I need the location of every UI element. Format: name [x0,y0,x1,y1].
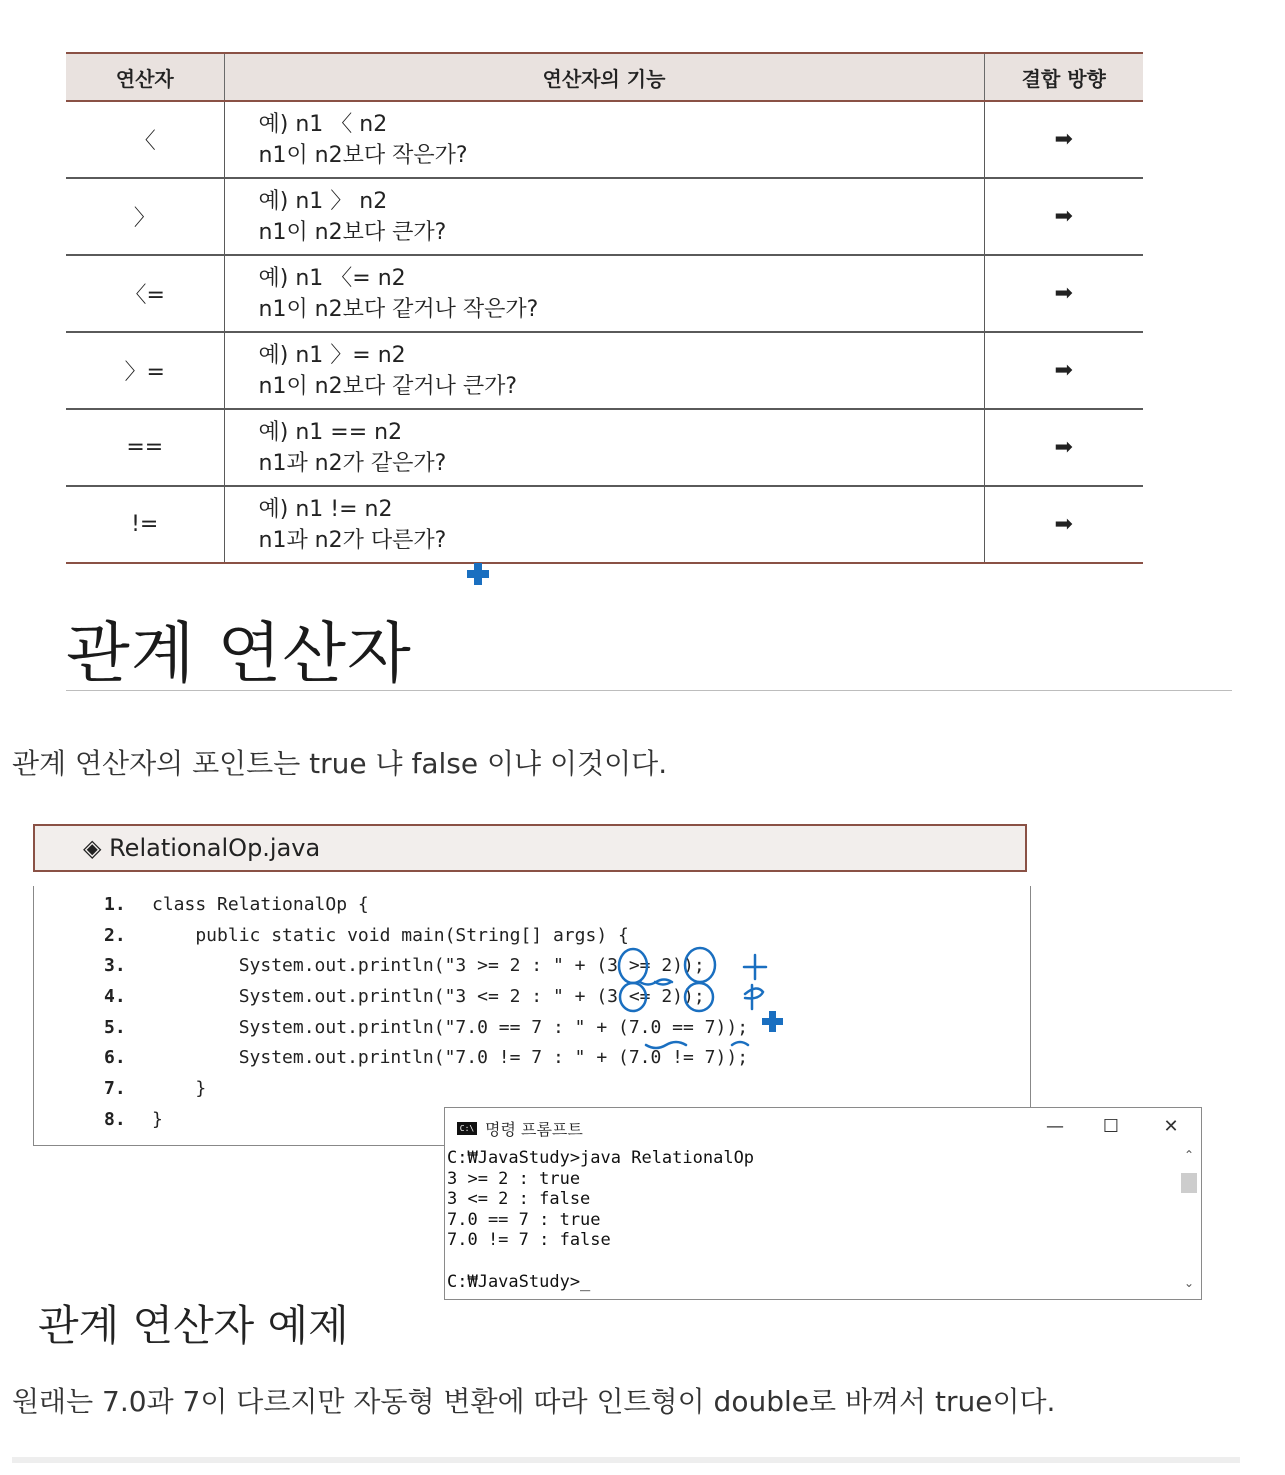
code-line [104,890,369,920]
line-number: 1. [104,894,126,915]
operator-cell: 〉= [66,332,224,409]
description-cell [224,486,984,563]
code-text: System.out.println("3 >= 2 : " + (3 >= 2)); [152,955,705,976]
meaning-text: n1이 n2보다 큰가? [258,219,447,245]
code-text: System.out.println("7.0 == 7 : " + (7.0 == 7)); [152,1017,749,1038]
code-line [104,982,705,1012]
code-text: System.out.println("7.0 != 7 : " + (7.0 != 7)); [152,1047,749,1068]
meaning-text: n1과 n2가 다른가? [258,527,447,553]
console-title: 명령 프롬프트 [485,1120,583,1139]
scroll-thumb[interactable] [1181,1173,1197,1193]
line-number: 5. [104,1017,126,1038]
code-text: } [152,1078,207,1099]
header-direction: 결합 방향 [984,53,1143,101]
table-row [66,101,1143,178]
table-row [66,255,1143,332]
code-text: public static void main(String[] args) { [152,925,629,946]
scroll-up-icon[interactable]: ⌃ [1183,1148,1195,1162]
right-arrow-icon: ➡ [984,332,1143,409]
operator-cell: 〈 [66,101,224,178]
line-number: 2. [104,925,126,946]
example-text: 예) n1 〈 n2 [258,111,388,137]
code-text: } [152,1109,163,1130]
example-text: 예) n1 〈= n2 [258,265,406,291]
meaning-text: n1이 n2보다 같거나 작은가? [258,296,539,322]
page-title: 관계 연산자 [66,615,412,692]
paragraph-explanation: 원래는 7.0과 7이 다르지만 자동형 변환에 따라 인트형이 double로 바껴서 true이다. [12,1385,1056,1418]
header-operator: 연산자 [66,53,224,101]
description-cell [224,101,984,178]
line-number: 8. [104,1109,126,1130]
operator-cell: != [66,486,224,563]
meaning-text: n1이 n2보다 작은가? [258,142,468,168]
operator-cell: == [66,409,224,486]
table-row [66,332,1143,409]
maximize-button[interactable]: ☐ [1102,1116,1120,1137]
close-button[interactable]: ✕ [1163,1116,1179,1137]
code-line [104,1013,748,1043]
code-text: class RelationalOp { [152,894,369,915]
bottom-divider [12,1457,1240,1463]
table-row [66,178,1143,255]
add-block-icon[interactable] [465,561,491,587]
console-titlebar [445,1108,1201,1146]
example-text: 예) n1 〉 n2 [258,188,388,214]
right-arrow-icon: ➡ [984,101,1143,178]
header-function: 연산자의 기능 [224,53,984,101]
example-text: 예) n1 == n2 [258,419,403,445]
table-row [66,409,1143,486]
console-scrollbar[interactable] [1179,1148,1199,1298]
description-cell [224,255,984,332]
right-arrow-icon: ➡ [984,255,1143,332]
code-text: System.out.println("3 <= 2 : " + (3 <= 2)); [152,986,705,1007]
title-divider [66,690,1232,691]
command-prompt-window [444,1107,1202,1300]
operator-table [66,52,1143,564]
right-arrow-icon: ➡ [984,409,1143,486]
code-filename-bar: ◈ RelationalOp.java [33,824,1027,872]
description-cell [224,332,984,409]
code-line [104,951,705,981]
code-line [104,1074,206,1104]
line-number: 6. [104,1047,126,1068]
meaning-text: n1이 n2보다 같거나 큰가? [258,373,518,399]
table-row [66,486,1143,563]
line-number: 3. [104,955,126,976]
code-line [104,1105,163,1135]
line-number: 7. [104,1078,126,1099]
operator-cell: 〉 [66,178,224,255]
example-text: 예) n1 〉= n2 [258,342,406,368]
section-heading: 관계 연산자 예제 [38,1301,349,1350]
paragraph-intro: 관계 연산자의 포인트는 true 냐 false 이냐 이것이다. [12,747,668,780]
code-line [104,921,629,951]
meaning-text: n1과 n2가 같은가? [258,450,447,476]
table-header-row [66,53,1143,101]
console-app-icon: C:\ [457,1122,477,1135]
code-line [104,1043,748,1073]
line-number: 4. [104,986,126,1007]
operator-cell: 〈= [66,255,224,332]
description-cell [224,409,984,486]
description-cell [224,178,984,255]
right-arrow-icon: ➡ [984,178,1143,255]
right-arrow-icon: ➡ [984,486,1143,563]
scroll-down-icon[interactable]: ⌄ [1183,1276,1195,1290]
example-text: 예) n1 != n2 [258,496,393,522]
minimize-button[interactable]: — [1046,1116,1064,1137]
console-output: C:₩JavaStudy>java RelationalOp 3 >= 2 : true 3 <= 2 : false 7.0 == 7 : true 7.0 != 7 : false C:₩JavaStudy>_ [447,1148,755,1292]
